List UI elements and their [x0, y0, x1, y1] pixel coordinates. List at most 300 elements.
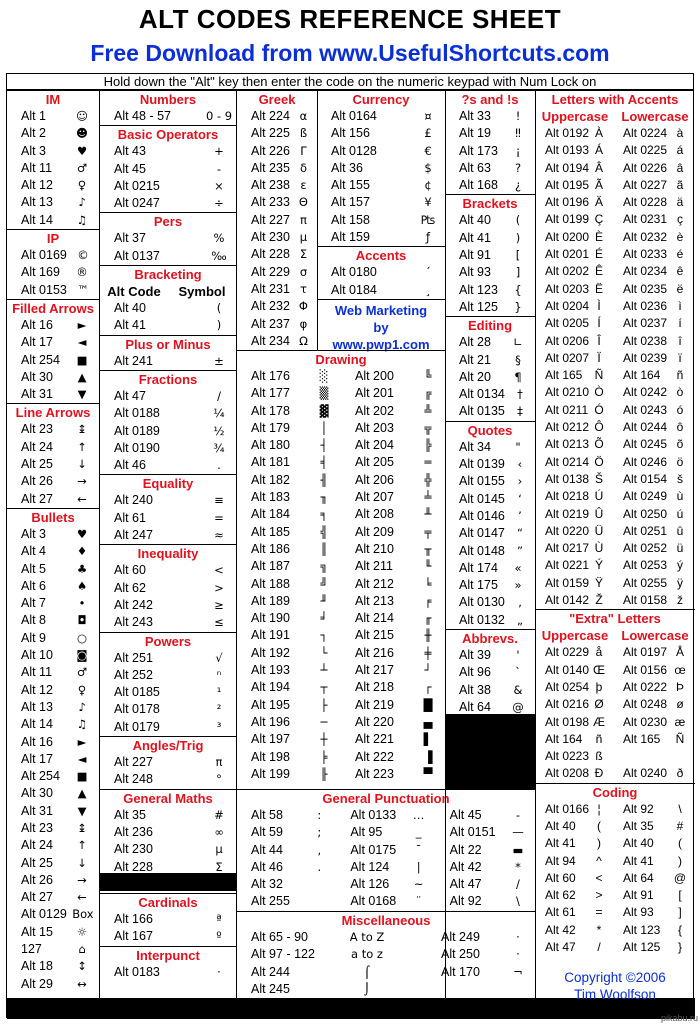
alt-code: Alt 0250 [623, 506, 668, 521]
symbol: Î [597, 333, 601, 348]
code-row [317, 143, 445, 160]
symbol: ← [77, 491, 87, 506]
code-row [7, 855, 99, 872]
symbol: ( [597, 818, 601, 833]
code-row [535, 662, 695, 679]
code-row [445, 525, 535, 542]
symbol: } [514, 299, 522, 314]
code-row [7, 160, 99, 177]
symbol: ┌ [424, 680, 432, 695]
section-title: Drawing [315, 352, 367, 367]
symbol: ð [676, 766, 684, 781]
symbol: Σ [299, 247, 308, 262]
section-title: Interpunct [136, 947, 200, 963]
alt-code: Alt 91 [623, 888, 654, 903]
symbol: · [217, 964, 221, 979]
code-row [427, 929, 535, 946]
section-title: Plus or Minus [125, 336, 211, 352]
drawing-grid [237, 368, 445, 783]
code-row [535, 818, 695, 835]
symbol: ♂ [76, 665, 88, 680]
symbol: é [676, 247, 684, 262]
symbol: ♀ [77, 682, 87, 697]
alt-code: Alt 202 [355, 403, 394, 418]
alt-code: Alt 0166 [545, 801, 590, 816]
symbol: ♥ [76, 526, 88, 541]
alt-code: Alt 23 [21, 422, 53, 437]
symbol: > [214, 580, 224, 595]
symbol: ▼ [77, 387, 87, 402]
code-row [445, 334, 535, 351]
symbol: Æ [593, 714, 605, 729]
code-row [535, 540, 695, 557]
code-row [100, 195, 236, 212]
symbol: ↨ [77, 820, 87, 835]
alt-code: Alt 41 [623, 853, 654, 868]
symbol: ç [677, 212, 683, 227]
code-row [100, 701, 236, 718]
alt-code: Alt 3 [21, 526, 47, 541]
section-abbrevs [445, 629, 535, 716]
section-title: Currency [352, 92, 410, 107]
symbol: ↨ [77, 422, 87, 437]
alt-code: Alt 174 [459, 560, 498, 575]
section-title: Coding [592, 784, 638, 800]
symbol: ( [515, 213, 521, 228]
code-row [100, 928, 236, 945]
symbol: ⁿ [216, 667, 222, 682]
symbol: ♂ [76, 160, 88, 175]
alt-code: Alt 216 [355, 645, 394, 660]
code-row [336, 876, 435, 893]
symbol: “ [516, 526, 523, 541]
section-inequality [100, 544, 236, 631]
section-bullets [7, 508, 99, 993]
symbol: φ [299, 316, 308, 331]
symbol: ▲ [77, 786, 87, 801]
code-row [237, 824, 336, 841]
symbol: ↕ [77, 959, 87, 974]
code-row [237, 264, 317, 281]
code-row [341, 385, 445, 402]
alt-code: Alt 0247 [114, 196, 160, 211]
alt-code: Alt 123 [623, 922, 661, 937]
alt-code: Alt 184 [251, 507, 290, 522]
code-row [7, 247, 99, 264]
symbol: š [677, 471, 683, 486]
code-row [436, 893, 535, 910]
alt-code: Alt 18 [21, 959, 53, 974]
symbol: └ [320, 645, 328, 660]
code-row [237, 541, 341, 558]
symbol: ‡ [517, 404, 523, 419]
section-title: Inequality [137, 546, 199, 562]
alt-code: Alt 0129 [21, 907, 67, 922]
alt-code: Alt 0233 [623, 247, 668, 262]
alt-code: Alt 25 [21, 457, 53, 472]
alt-code: Alt 200 [355, 369, 394, 383]
symbol: „ [516, 612, 523, 627]
alt-code: Alt 35 [623, 818, 654, 833]
symbol: ‹ [517, 457, 523, 472]
symbol: . [217, 458, 221, 473]
symbol: « [514, 560, 522, 575]
alt-code: Alt 63 [459, 160, 491, 175]
alt-code: Alt 232 [251, 299, 290, 314]
alt-code: Alt 209 [355, 524, 394, 539]
symbol: < [595, 870, 603, 885]
alt-code: Alt 0145 [459, 491, 505, 506]
symbol: ╛ [320, 611, 328, 626]
misc-right [427, 929, 535, 998]
drawing-section [237, 350, 445, 783]
copyright-author: Tim Woolfson [574, 987, 656, 1002]
symbol: ! [515, 109, 521, 123]
section-coding [535, 783, 695, 957]
code-row [535, 679, 695, 696]
alt-code: Alt 0139 [459, 457, 505, 472]
code-row [535, 281, 695, 298]
code-row [100, 824, 236, 841]
code-row [237, 627, 341, 644]
symbol: ï [678, 350, 682, 365]
alt-code: Alt 212 [355, 576, 394, 591]
alt-code: Alt 0188 [114, 406, 160, 421]
code-row [7, 630, 99, 647]
symbol: Σ [215, 859, 223, 874]
alt-code: Alt 45 [449, 808, 482, 822]
symbol: ¿ [514, 178, 522, 193]
symbol: ì [678, 298, 682, 313]
symbol: ▓ [319, 403, 329, 418]
alt-code: Alt 47 [114, 388, 146, 403]
section-title: Letters with Accents [551, 92, 679, 107]
symbol: A to Z [349, 930, 385, 944]
symbol: ™ [77, 282, 89, 297]
alt-code: Alt 0244 [623, 420, 668, 435]
alt-code: Alt 31 [21, 387, 53, 402]
symbol: " [515, 439, 521, 454]
alt-code: Alt 208 [355, 507, 394, 522]
alt-code: Alt 47 [449, 877, 482, 892]
symbol: · [516, 947, 520, 962]
symbol: ( [678, 836, 682, 851]
code-row [7, 108, 99, 125]
code-row [535, 592, 695, 609]
code-row [237, 506, 341, 523]
code-row [7, 716, 99, 733]
code-row [237, 212, 317, 229]
symbol: Θ [298, 195, 308, 210]
symbol: ” [516, 543, 523, 558]
alt-code: Alt 0225 [623, 143, 668, 158]
symbol: ¤ [424, 109, 432, 123]
alt-code: Alt 191 [251, 628, 290, 643]
symbol: ? [514, 160, 522, 175]
alt-code: Alt 27 [21, 890, 53, 905]
symbol: Ž [595, 593, 603, 608]
code-row [237, 368, 341, 385]
web-url: www.pwp1.com [332, 336, 430, 352]
alt-code: Alt 48 - 57 [114, 109, 171, 123]
code-row [445, 352, 535, 369]
section-greek [237, 91, 317, 350]
alt-code: Alt 93 [623, 905, 654, 920]
alt-code: Alt 13 [21, 195, 53, 210]
code-row [535, 315, 695, 332]
alt-code: Alt 0242 [623, 385, 668, 400]
code-row [237, 108, 317, 125]
column-3 [237, 91, 317, 350]
code-row [100, 964, 236, 981]
section-title: Bullets [31, 509, 75, 525]
code-row [237, 454, 341, 471]
symbol: ≥ [214, 597, 224, 612]
alt-code: Alt 95 [350, 825, 383, 840]
symbol: ╔ [424, 386, 432, 401]
code-row [100, 614, 236, 631]
symbol: ó [676, 402, 684, 417]
code-row [535, 211, 695, 228]
code-row [445, 264, 535, 281]
symbol: µ [215, 842, 223, 857]
alt-code: Alt 236 [114, 824, 153, 839]
symbol: Š [594, 471, 603, 486]
code-row [237, 679, 341, 696]
alt-code: Alt 254 [21, 769, 60, 784]
code-row [535, 125, 695, 142]
code-row [341, 679, 445, 696]
section-interpunct [100, 946, 236, 981]
code-row [100, 527, 236, 544]
symbol: á [676, 143, 684, 158]
subheader-label: Symbol [178, 284, 226, 300]
alt-code: Alt 0132 [459, 612, 505, 627]
code-row [100, 457, 236, 474]
symbol: ° [216, 772, 222, 787]
symbol: ╗ [320, 559, 328, 574]
symbol: ‼ [515, 126, 521, 141]
symbol: ¦ [597, 801, 601, 816]
code-row [7, 143, 99, 160]
code-row [317, 282, 445, 299]
code-row [237, 177, 317, 194]
symbol: ╘ [424, 576, 432, 591]
alt-code: Alt 0239 [623, 350, 668, 365]
code-row [535, 229, 695, 246]
alt-code: Alt 26 [21, 474, 53, 489]
code-row [341, 368, 445, 385]
section-angles-trig [100, 736, 236, 789]
section-title: Greek [258, 92, 296, 107]
code-row [535, 523, 695, 540]
alt-code: Alt 0228 [623, 195, 668, 210]
symbol: ‰ [211, 248, 227, 263]
alt-code: Alt 215 [355, 628, 394, 643]
code-row [7, 872, 99, 889]
code-row [237, 125, 317, 142]
section-title: Editing [467, 318, 513, 334]
watermark: pikabu.ru [660, 1013, 698, 1023]
symbol: í [678, 316, 682, 331]
code-row [7, 734, 99, 751]
subheader-label: Alt Code [107, 284, 161, 300]
symbol: ± [214, 353, 224, 368]
section-title: General Maths [123, 790, 213, 806]
alt-code: Alt 180 [251, 438, 290, 453]
alt-code: Alt 10 [21, 648, 53, 663]
symbol: ☺ [76, 109, 88, 123]
symbol: î [678, 333, 682, 348]
symbol: a to z [351, 947, 383, 962]
alt-code: Alt 40 [545, 818, 576, 833]
code-row [535, 263, 695, 280]
symbol: ê [676, 264, 684, 279]
code-row [100, 230, 236, 247]
code-row [7, 212, 99, 229]
code-row [7, 439, 99, 456]
symbol: → [77, 872, 87, 887]
symbol: ) [678, 853, 682, 868]
alt-code: Alt 185 [251, 524, 290, 539]
symbol: Ω [299, 333, 308, 348]
drawing-left [237, 368, 341, 783]
alt-code: Alt 198 [251, 749, 290, 764]
code-row [341, 489, 445, 506]
symbol: * [596, 922, 602, 937]
alt-code: Alt 40 [114, 301, 146, 316]
code-row [100, 317, 236, 334]
alt-code: Alt 218 [355, 680, 394, 695]
symbol: _ [415, 825, 422, 840]
alt-code: Alt 92 [449, 894, 482, 909]
code-row [445, 664, 535, 681]
section-s-and-s [445, 91, 535, 194]
code-row [7, 369, 99, 386]
symbol: ª [216, 912, 222, 927]
alt-code: Alt 0232 [623, 229, 668, 244]
code-row [100, 405, 236, 422]
alt-code: Alt 0169 [21, 248, 67, 263]
symbol: ╡ [320, 455, 328, 470]
code-row [7, 125, 99, 142]
symbol: Ï [597, 350, 601, 365]
alt-code: Alt 0128 [331, 143, 377, 158]
code-row [445, 491, 535, 508]
code-row [341, 576, 445, 593]
symbol: │ [320, 420, 328, 435]
code-row [535, 748, 695, 765]
code-row [237, 697, 341, 714]
symbol: ⌡ [364, 981, 370, 996]
symbol: ♫ [76, 212, 88, 227]
code-row [445, 177, 535, 194]
alt-code: Alt 220 [355, 714, 394, 729]
symbol: ┼ [320, 732, 328, 747]
code-row [445, 212, 535, 229]
symbol: ■ [76, 769, 88, 784]
alt-code: Alt 33 [459, 109, 491, 123]
column-5 [445, 91, 535, 716]
reference-grid [6, 90, 694, 1018]
column-2 [100, 91, 236, 981]
symbol: ´ [425, 265, 431, 280]
symbol: Ð [594, 766, 604, 781]
alt-code: Alt 203 [355, 420, 394, 435]
alt-code: Alt 206 [355, 472, 394, 487]
code-row [535, 765, 695, 782]
section-bracketing [100, 265, 236, 335]
symbol: ┤ [320, 438, 328, 453]
symbol: ← [77, 890, 87, 905]
alt-code: Alt 0219 [545, 506, 590, 521]
symbol: ♪ [78, 699, 86, 714]
code-row [445, 647, 535, 664]
alt-code: Alt 0153 [21, 282, 67, 297]
section-title: Fractions [138, 371, 198, 387]
alt-code: Alt 36 [331, 160, 363, 175]
divider-line [317, 91, 318, 350]
symbol: ≤ [214, 615, 224, 630]
section-currency [317, 91, 445, 246]
alt-code: Alt 11 [21, 160, 53, 175]
code-row [7, 664, 99, 681]
alt-code: Alt 2 [21, 126, 47, 141]
alt-code: Alt 0199 [545, 212, 590, 227]
alt-code: Alt 0252 [623, 541, 668, 556]
symbol: Ô [594, 420, 604, 435]
symbol: ▲ [77, 369, 87, 384]
code-row [341, 662, 445, 679]
symbol: ╟ [320, 766, 328, 781]
symbol: ╪ [424, 645, 432, 660]
alt-code: Alt 58 [251, 808, 283, 822]
alt-code: Alt 173 [459, 143, 498, 158]
symbol: ╕ [320, 507, 328, 522]
code-row [237, 246, 317, 263]
alt-code: Alt 9 [21, 630, 47, 645]
code-row [7, 837, 99, 854]
code-row [535, 904, 695, 921]
alt-code: Alt 231 [251, 281, 290, 296]
code-row [535, 402, 695, 419]
alt-code: Alt 233 [251, 195, 290, 210]
code-row [237, 558, 341, 575]
code-row [341, 610, 445, 627]
alt-code: Alt 0224 [623, 126, 668, 140]
code-row [535, 436, 695, 453]
symbol: ½ [213, 423, 225, 438]
alt-code: Alt 255 [251, 894, 290, 909]
code-row [341, 714, 445, 731]
code-row [7, 194, 99, 211]
symbol: þ [595, 679, 603, 694]
symbol: ñ [676, 368, 684, 383]
alt-code: Alt 0226 [623, 160, 668, 175]
alt-code: Alt 0218 [545, 489, 590, 504]
symbol: × [214, 178, 224, 193]
symbol: · [516, 930, 520, 944]
code-row [317, 177, 445, 194]
case-subheader [535, 108, 695, 125]
alt-code: Alt 228 [114, 859, 153, 874]
download-link[interactable]: Free Download from www.UsefulShortcuts.com [90, 40, 610, 66]
code-row [341, 645, 445, 662]
alt-code: Alt 16 [21, 317, 53, 332]
alt-code: Alt 31 [21, 803, 53, 818]
code-row [341, 558, 445, 575]
code-row [7, 421, 99, 438]
